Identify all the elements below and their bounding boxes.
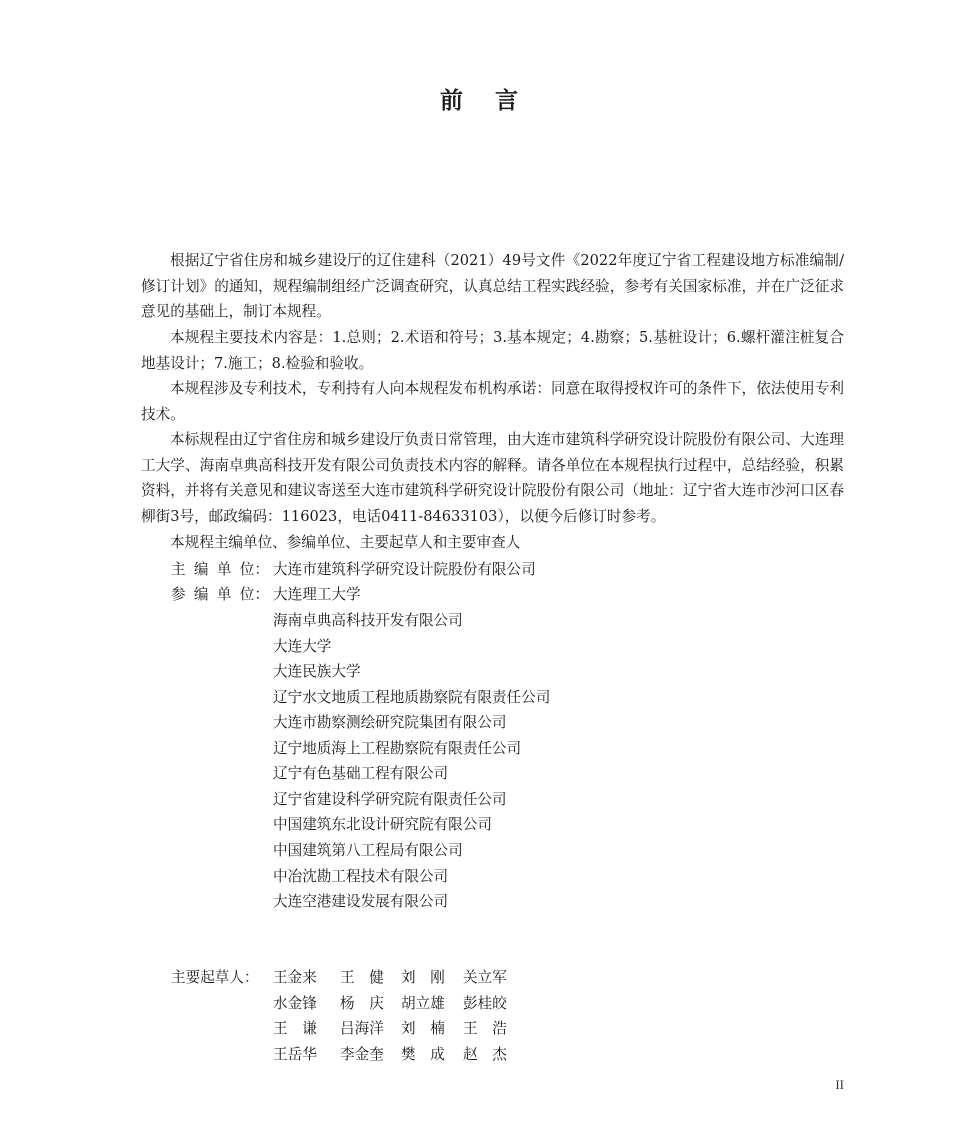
- drafter-name: 樊 成: [401, 1046, 445, 1063]
- co-editor-unit: 大连市勘察测绘研究院集团有限公司: [273, 714, 507, 731]
- intro-paragraph: 根据辽宁省住房和城乡建设厅的辽住建科（2021）49号文件《2022年度辽宁省工程建设地方标准编制/修订计划》的通知，规程编制组经广泛调查研究，认真总结工程实践经验，参考有关国家标准，并在广泛征求意见的基础上，制订本规程。: [141, 252, 844, 320]
- chief-editor-label: 主 编 单 位：: [171, 561, 269, 578]
- co-editor-unit: 大连理工大学: [273, 586, 361, 603]
- co-editor-unit: 辽宁省建设科学研究院有限责任公司: [273, 791, 507, 808]
- technical-content-paragraph: 本规程主要技术内容是：1.总则；2.术语和符号；3.基本规定；4.勘察；5.基桩设计；6.螺杆灌注桩复合地基设计；7.施工；8.检验和验收。: [141, 329, 844, 372]
- drafter-name: 王 健: [340, 969, 384, 986]
- drafter-name: 刘 楠: [401, 1020, 445, 1037]
- drafter-name: 刘 刚: [401, 969, 445, 986]
- drafter-name: 杨 庆: [340, 995, 384, 1012]
- co-editor-unit: 海南卓典高科技开发有限公司: [273, 612, 463, 629]
- drafter-name: 王金来: [273, 969, 317, 986]
- drafter-name: 王岳华: [273, 1046, 317, 1063]
- co-editor-unit: 辽宁地质海上工程勘察院有限责任公司: [273, 740, 522, 757]
- co-editor-unit: 辽宁有色基础工程有限公司: [273, 765, 449, 782]
- co-editor-unit: 大连空港建设发展有限公司: [273, 893, 449, 910]
- co-editor-unit: 大连民族大学: [273, 663, 361, 680]
- drafter-name: 胡立雄: [401, 995, 445, 1012]
- management-paragraph: 本标规程由辽宁省住房和城乡建设厅负责日常管理，由大连市建筑科学研究设计院股份有限公司、大连理工大学、海南卓典高科技开发有限公司负责技术内容的解释。请各单位在本规程执行过程中，总结经验，积累资料，并将有关意见和建议寄送至大连市建筑科学研究设计院股份有限公司（地址：辽宁省大连市沙河口区春柳街3号，邮政编码：116023，电话0411-84633103），以便今后修订时参考。: [141, 431, 844, 525]
- patent-paragraph: 本规程涉及专利技术，专利持有人向本规程发布机构承诺：同意在取得授权许可的条件下，依法使用专利技术。: [141, 380, 844, 423]
- co-editor-unit: 中冶沈勘工程技术有限公司: [273, 868, 449, 885]
- co-editor-unit: 大连大学: [273, 638, 332, 655]
- drafters-label: 主要起草人：: [171, 969, 259, 986]
- chief-editor-value: 大连市建筑科学研究设计院股份有限公司: [273, 561, 536, 578]
- drafter-name: 关立军: [463, 969, 507, 986]
- drafter-name: 李金奎: [340, 1046, 384, 1063]
- drafter-name: 吕海洋: [340, 1020, 384, 1037]
- units-intro-paragraph: 本规程主编单位、参编单位、主要起草人和主要审查人: [170, 534, 521, 551]
- page-number: II: [835, 1077, 844, 1092]
- co-editor-unit: 辽宁水文地质工程地质勘察院有限责任公司: [273, 689, 551, 706]
- drafter-name: 赵 杰: [463, 1046, 507, 1063]
- drafter-name: 彭桂皎: [463, 995, 507, 1012]
- drafter-name: 水金锋: [273, 995, 317, 1012]
- drafter-name: 王 浩: [463, 1020, 507, 1037]
- co-editor-unit: 中国建筑第八工程局有限公司: [273, 842, 463, 859]
- page-title: 前 言: [439, 88, 530, 114]
- co-editors-label: 参 编 单 位：: [171, 586, 269, 603]
- drafter-name: 王 谦: [273, 1020, 317, 1037]
- co-editor-unit: 中国建筑东北设计研究院有限公司: [273, 816, 492, 833]
